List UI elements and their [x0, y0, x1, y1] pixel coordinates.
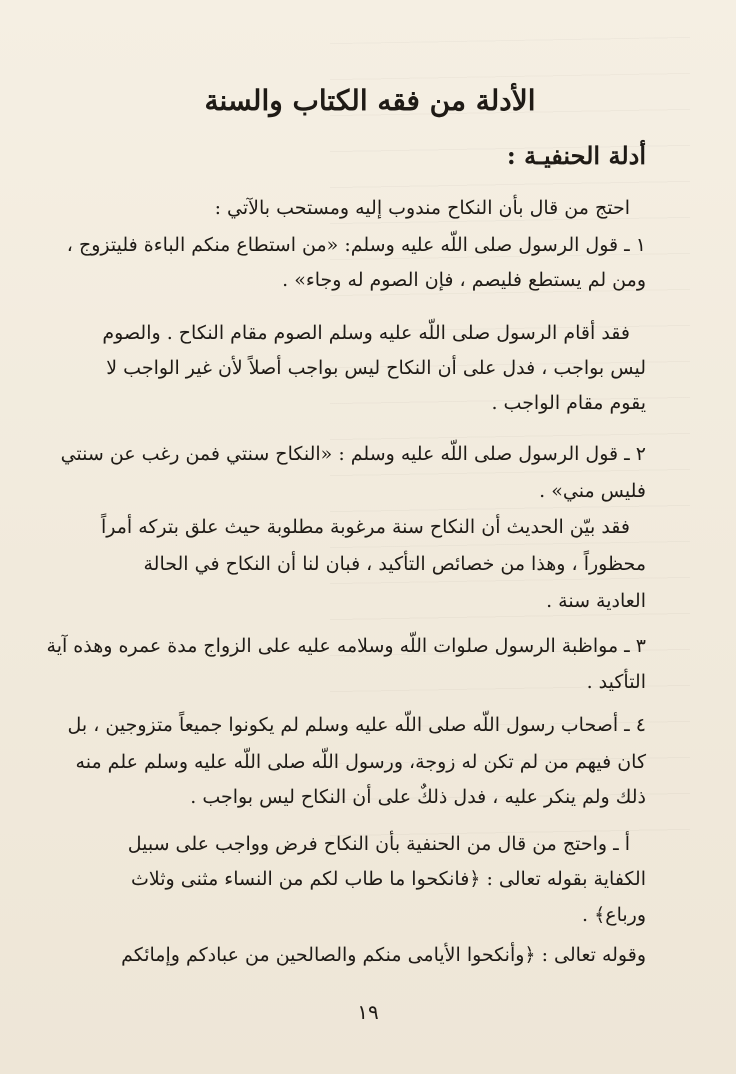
- body-line: ١ ـ قول الرسول صلى اللّه عليه وسلم: «من استطاع منكم الباءة فليتزوج ،: [66, 234, 646, 256]
- body-line: ٤ ـ أصحاب رسول اللّه صلى اللّه عليه وسلم لم يكونوا جميعاً متزوجين ، بل: [67, 714, 646, 736]
- body-line: الكفاية بقوله تعالى : ﴿فانكحوا ما طاب لكم من النساء مثنى وثلاث: [131, 868, 646, 890]
- body-line: العادية سنة .: [546, 590, 646, 612]
- page-title: الأدلة من فقه الكتاب والسنة: [204, 84, 536, 117]
- body-line: محظوراً ، وهذا من خصائص التأكيد ، فبان لنا أن النكاح في الحالة: [143, 553, 646, 575]
- page-number: ١٩: [357, 1000, 379, 1024]
- body-line: أ ـ واحتج من قال من الحنفية بأن النكاح فرض وواجب على سبيل: [127, 833, 630, 855]
- body-line: فقد أقام الرسول صلى اللّه عليه وسلم الصوم مقام النكاح . والصوم: [102, 322, 630, 344]
- body-line: وقوله تعالى : ﴿وأنكحوا الأيامى منكم والصالحين من عبادكم وإمائكم: [121, 944, 646, 966]
- body-line: ليس بواجب ، فدل على أن النكاح ليس بواجب أصلاً لأن غير الواجب لا: [106, 357, 646, 379]
- body-line: ذلك ولم ينكر عليه ، فدل ذلكٌ على أن النكاح ليس بواجب .: [190, 786, 646, 808]
- body-line: يقوم مقام الواجب .: [491, 392, 646, 414]
- body-line: ومن لم يستطع فليصم ، فإن الصوم له وجاء» .: [282, 269, 646, 291]
- body-line: ورباع﴾ .: [582, 904, 646, 926]
- body-line: فقد بيّن الحديث أن النكاح سنة مرغوبة مطلوبة حيث علق بتركه أمراً: [100, 516, 630, 538]
- body-line: احتج من قال بأن النكاح مندوب إليه ومستحب بالآتي :: [214, 197, 630, 219]
- body-line: كان فيهم من لم تكن له زوجة، ورسول اللّه صلى اللّه عليه وسلم علم منه: [75, 751, 646, 773]
- body-line: التأكيد .: [586, 671, 646, 693]
- body-line: ٢ ـ قول الرسول صلى اللّه عليه وسلم : «النكاح سنتي فمن رغب عن سنتي: [60, 443, 646, 465]
- body-line: فليس مني» .: [539, 480, 646, 502]
- section-heading: أدلة الحنفيـة :: [506, 141, 646, 170]
- body-line: ٣ ـ مواظبة الرسول صلوات اللّه وسلامه عليه على الزواج مدة عمره وهذه آية: [46, 635, 646, 657]
